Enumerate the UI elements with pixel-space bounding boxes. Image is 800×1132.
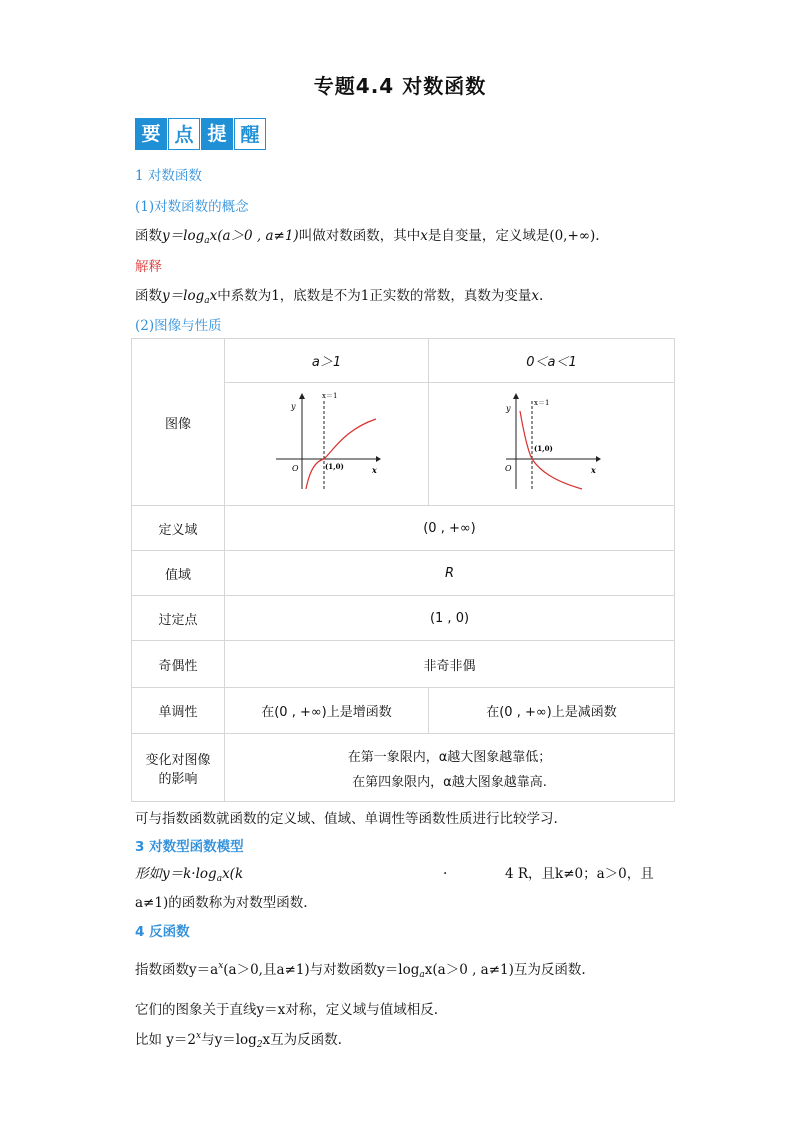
range-value: R: [225, 551, 675, 596]
effect-label-line: 变化对图像: [145, 752, 211, 768]
col-header-a-gt-1: a＞1: [225, 339, 429, 383]
math: x: [531, 288, 540, 304]
section-4-line-2: 它们的图象关于直线y＝x对称，定义域与值域相反.: [135, 1002, 439, 1018]
math: 指数函数y＝a: [135, 962, 219, 978]
math: 比如 y＝2: [135, 1032, 197, 1048]
math-subscript: a: [419, 970, 425, 980]
text: .: [539, 288, 544, 304]
log-increasing-graph: [272, 389, 382, 495]
text: 叫做对数函数，其中: [298, 228, 421, 244]
domain-value: (0 , +∞): [225, 506, 675, 551]
math: x互为反函数.: [262, 1032, 342, 1048]
math: x(a＞0 , a≠1)互为反函数.: [424, 962, 586, 978]
badge-char: 要: [135, 118, 167, 150]
math: x: [209, 288, 218, 304]
row-label-effect: [132, 734, 225, 802]
subsection-graph-properties: (2)图像与性质: [135, 318, 222, 334]
definition-line: [135, 224, 600, 246]
math: 与y＝log: [201, 1032, 257, 1048]
text: 函数: [135, 228, 162, 244]
section-4-heading: 4 反函数: [135, 924, 190, 940]
fixed-point-label: (1,0): [324, 462, 344, 471]
page-title: 专题4.4 对数函数: [313, 74, 487, 98]
origin-label: O: [291, 464, 299, 473]
col-header-a-lt-1: 0＜a＜1: [429, 339, 675, 383]
math: x: [420, 228, 428, 244]
row-label-image: 图像: [132, 339, 225, 506]
graph-decreasing: [429, 383, 675, 506]
effect-value: [225, 734, 675, 802]
math: (a＞0,且a≠1)与对数函数y＝log: [223, 962, 420, 978]
text: 函数: [135, 288, 162, 304]
properties-table: [131, 338, 675, 802]
graph-increasing: [225, 383, 429, 506]
fixed-point-label: (1,0): [533, 444, 553, 453]
effect-line-2: 在第四象限内，α越大图象越靠高.: [352, 774, 547, 790]
monotonic-increasing: 在(0 , +∞)上是增函数: [225, 688, 429, 734]
section-1-heading: 1 对数函数: [135, 168, 202, 184]
log-decreasing-graph: [502, 389, 602, 495]
effect-label-line: 的影响: [158, 771, 198, 787]
asymptote-label: x＝1: [533, 399, 549, 407]
math-superscript: x: [196, 1031, 202, 1041]
text: 是自变量，定义域是(0,+∞).: [427, 228, 600, 244]
math: y＝log: [162, 288, 205, 304]
row-label-domain: 定义域: [132, 506, 225, 551]
row-label-fixed-point: 过定点: [132, 596, 225, 641]
explain-line: [135, 284, 543, 306]
monotonic-decreasing: 在(0 , +∞)上是减函数: [429, 688, 675, 734]
row-label-range: 值域: [132, 551, 225, 596]
text: .: [443, 862, 448, 878]
fixed-point-value: (1 , 0): [225, 596, 675, 641]
badge-char: 点: [168, 118, 200, 150]
asymptote-label: x＝1: [321, 392, 337, 400]
badge-char: 醒: [234, 118, 266, 150]
parity-value: 非奇非偶: [225, 641, 675, 688]
compare-note: 可与指数函数就函数的定义域、值域、单调性等函数性质进行比较学习.: [135, 811, 558, 827]
x-axis-label: x: [590, 465, 596, 475]
math-subscript: a: [204, 296, 210, 306]
y-axis-label: y: [505, 404, 511, 413]
x-axis-label: x: [371, 465, 377, 475]
math: x(a＞0 , a≠1): [209, 228, 299, 244]
explain-label: 解释: [135, 259, 162, 275]
math-subscript: a: [216, 874, 223, 884]
section-3-line-1: [135, 862, 675, 884]
math: y＝log: [162, 228, 205, 244]
math: x(k: [222, 866, 244, 882]
math-subscript: a: [204, 236, 210, 246]
section-3-heading: 3 对数型函数模型: [135, 839, 244, 855]
text: 4 R，且k≠0；a＞0，且: [505, 866, 654, 882]
row-label-parity: 奇偶性: [132, 641, 225, 688]
effect-line-1: 在第一象限内，α越大图象越靠低；: [347, 749, 552, 765]
text: 中系数为1，底数是不为1正实数的常数，真数为变量: [217, 288, 532, 304]
y-axis-label: y: [290, 402, 296, 411]
section-3-line-2: a≠1)的函数称为对数型函数.: [135, 895, 308, 911]
section-4-line-3: [135, 1028, 342, 1050]
math-subscript: 2: [256, 1040, 263, 1050]
section-4-line-1: [135, 958, 586, 980]
math: 形如y＝k·log: [135, 866, 217, 882]
origin-label: O: [504, 464, 512, 473]
math-superscript: x: [218, 961, 224, 971]
badge-char: 提: [201, 118, 233, 150]
key-points-badge: [135, 118, 266, 152]
row-label-monotonic: 单调性: [132, 688, 225, 734]
subsection-concept: (1)对数函数的概念: [135, 199, 249, 215]
